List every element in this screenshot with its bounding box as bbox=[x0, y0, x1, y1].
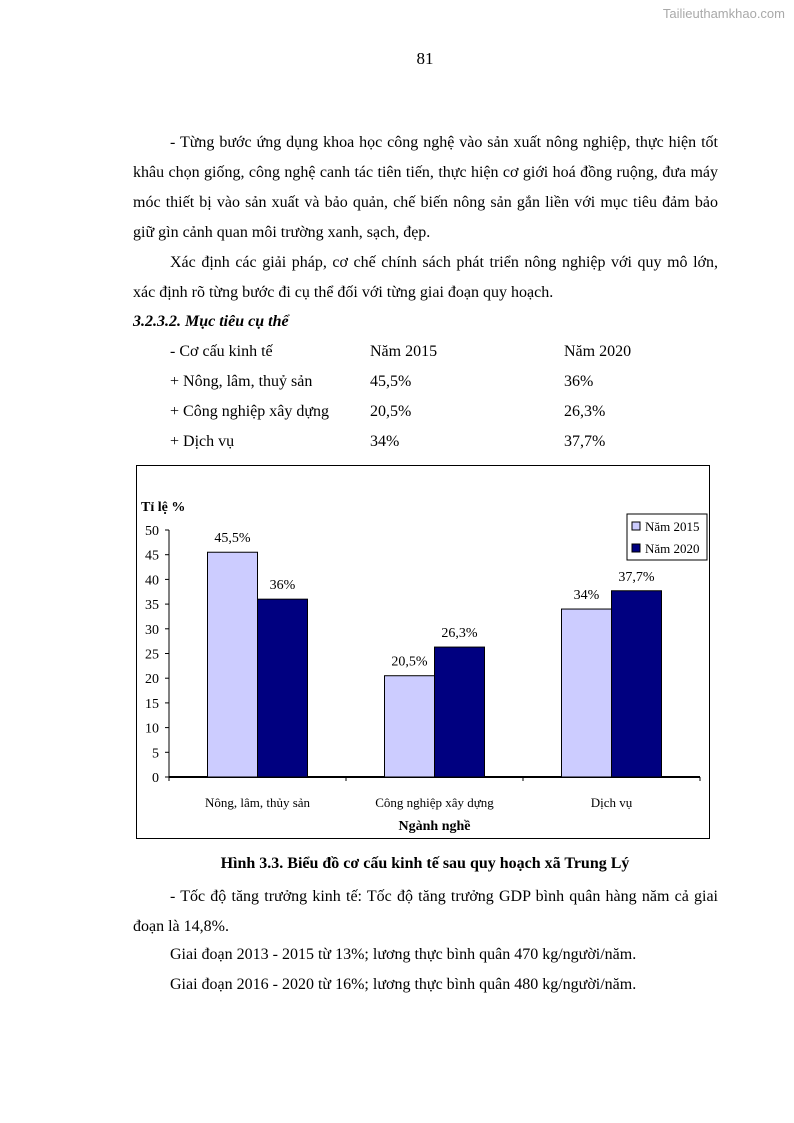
table-cell: Năm 2020 bbox=[564, 343, 632, 360]
table-cell: + Công nghiệp xây dựng bbox=[170, 403, 330, 420]
y-tick-label: 45 bbox=[145, 548, 159, 564]
paragraph-3: - Tốc độ tăng trưởng kinh tế: Tốc độ tăng trưởng GDP bình quân hàng năm cả giai đoạn là 14,8%. bbox=[133, 888, 718, 935]
data-label: 26,3% bbox=[441, 626, 478, 642]
watermark: Tailieuthamkhao.com bbox=[662, 6, 785, 21]
y-tick-label: 20 bbox=[145, 672, 159, 688]
y-tick-label: 25 bbox=[145, 647, 159, 663]
figure-caption: Hình 3.3. Biểu đồ cơ cấu kinh tế sau quy hoạch xã Trung Lý bbox=[220, 855, 630, 872]
data-label: 37,7% bbox=[618, 569, 655, 585]
y-tick-label: 5 bbox=[152, 746, 159, 762]
table-cell: Năm 2015 bbox=[370, 343, 438, 360]
legend-label: Năm 2015 bbox=[645, 519, 700, 534]
legend-swatch bbox=[632, 522, 640, 530]
bar-chart bbox=[136, 465, 710, 839]
y-tick-label: 40 bbox=[145, 573, 159, 589]
table-cell: + Nông, lâm, thuỷ sản bbox=[170, 373, 313, 390]
paragraph-2: Xác định các giải pháp, cơ chế chính sách phát triển nông nghiệp với quy mô lớn, xác định rõ từng bước đi cụ thể đối với từng giai đoạn quy hoạch. bbox=[133, 254, 718, 301]
section-heading: 3.2.3.2. Mục tiêu cụ thể bbox=[133, 313, 289, 330]
paragraph-4: Giai đoạn 2013 - 2015 từ 13%; lương thực bình quân 470 kg/người/năm. bbox=[170, 946, 637, 963]
legend-swatch bbox=[632, 544, 640, 552]
table-cell: - Cơ cấu kinh tế bbox=[170, 343, 273, 360]
table-cell: 34% bbox=[370, 433, 400, 450]
y-tick-label: 0 bbox=[152, 771, 159, 786]
chart-svg bbox=[137, 466, 711, 840]
y-tick-label: 30 bbox=[145, 622, 159, 638]
x-tick-label: Nông, lâm, thủy sản bbox=[204, 795, 311, 810]
y-tick-label: 50 bbox=[145, 524, 159, 539]
data-label: 45,5% bbox=[214, 531, 251, 547]
y-axis-label: Tỉ lệ % bbox=[141, 500, 186, 515]
bar bbox=[258, 599, 308, 777]
table-cell: 20,5% bbox=[370, 403, 412, 420]
paragraph-1: - Từng bước ứng dụng khoa học công nghệ vào sản xuất nông nghiệp, thực hiện tốt khâu chọn giống, công nghệ canh tác tiên tiến, thực hiện cơ giới hoá đồng ruộng, đưa máy móc thiết bị vào sản xuất và bảo quản, chế biến nông sản gắn liền với mục tiêu đảm bảo giữ gìn cảnh quan môi trường xanh, sạch, đẹp. bbox=[133, 134, 718, 241]
bar bbox=[385, 676, 435, 777]
bar bbox=[435, 647, 485, 777]
table-cell: 45,5% bbox=[370, 373, 412, 390]
legend-label: Năm 2020 bbox=[645, 541, 700, 556]
page-number: 81 bbox=[416, 49, 434, 68]
bar bbox=[208, 552, 258, 777]
x-tick-label: Công nghiệp xây dựng bbox=[375, 795, 494, 810]
data-label: 36% bbox=[269, 578, 296, 594]
bar bbox=[612, 591, 662, 777]
y-tick-label: 35 bbox=[145, 598, 159, 614]
y-tick-label: 10 bbox=[145, 721, 159, 737]
data-label: 34% bbox=[573, 588, 600, 604]
table-cell: + Dịch vụ bbox=[170, 433, 235, 450]
x-tick-label: Dịch vụ bbox=[590, 795, 633, 810]
table-cell: 36% bbox=[564, 373, 594, 390]
y-tick-label: 15 bbox=[145, 696, 159, 712]
data-label: 20,5% bbox=[391, 654, 428, 670]
table-cell: 37,7% bbox=[564, 433, 606, 450]
paragraph-5: Giai đoạn 2016 - 2020 từ 16%; lương thực bình quân 480 kg/người/năm. bbox=[170, 976, 637, 993]
x-axis-label: Ngành nghề bbox=[398, 819, 471, 834]
table-cell: 26,3% bbox=[564, 403, 606, 420]
bar bbox=[562, 609, 612, 777]
